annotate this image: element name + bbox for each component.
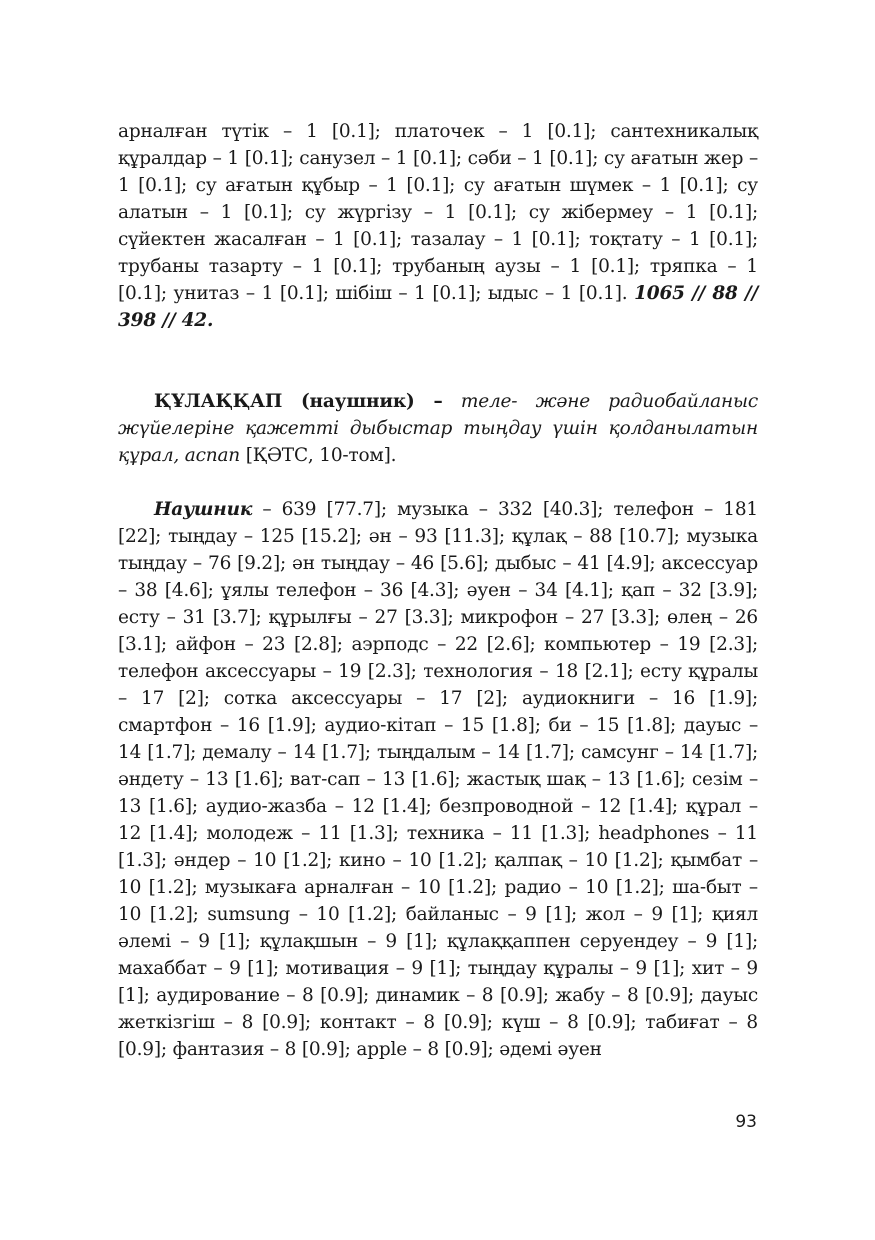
entry-statistics: 1065 // 88 // 398 // 42. bbox=[118, 283, 759, 331]
entry-definition: теле- және радиобайланыс жүйелеріне қажетті дыбыстар тыңдау үшін қолданылатын құрал, аспап bbox=[118, 391, 758, 466]
dictionary-entry bbox=[118, 388, 758, 469]
paragraph-spacer bbox=[118, 469, 758, 496]
stimulus-word: Наушник bbox=[154, 499, 253, 520]
continuation-paragraph bbox=[118, 118, 758, 334]
section-spacer bbox=[118, 334, 758, 388]
associations-list: – 639 [77.7]; музыка – 332 [40.3]; телефон – 181 [22]; тыңдау – 125 [15.2]; ән – 93 [11.3]; құлақ – 88 [10.7]; музыка тыңдау – 76 [9.2]; ән тыңдау – 46 [5.6]; дыбыс – 41 [4.9]; аксессуар – 38 [4.6]; ұялы телефон – 36 [4.3]; әуен – 34 [4.1]; қап – 32 [3.9]; есту – 31 [3.7]; құрылғы – 27 [3.3]; микрофон – 27 [3.3]; өлең – 26 [3.1]; айфон – 23 [2.8]; аэрподс – 22 [2.6]; компьютер – 19 [2.3]; телефон аксессуары – 19 [2.3]; технология – 18 [2.1]; есту құралы – 17 [2]; сотка аксессуары – 17 [2]; аудиокниги – 16 [1.9]; смартфон – 16 [1.9]; аудио-кітап – 15 [1.8]; би – 15 [1.8]; дауыс – 14 [1.7]; демалу – 14 [1.7]; тыңдалым – 14 [1.7]; самсунг – 14 [1.7]; әндету – 13 [1.6]; ват-сап – 13 [1.6]; жастық шақ – 13 [1.6]; сезім – 13 [1.6]; аудио-жазба – 12 [1.4]; безпроводной – 12 [1.4]; құрал – 12 [1.4]; молодеж – 11 [1.3]; техника – 11 [1.3]; headphones – 11 [1.3]; әндер – 10 [1.2]; кино – 10 [1.2]; қалпақ – 10 [1.2]; қымбат – 10 [1.2]; музыкаға арналған – 10 [1.2]; радио – 10 [1.2]; ша-быт – 10 [1.2]; sumsung – 10 [1.2]; байланыс – 9 [1]; жол – 9 [1]; қиял әлемі – 9 [1]; құлақшын – 9 [1]; құлаққаппен серуендеу – 9 [1]; махаббат – 9 [1]; мотивация – 9 [1]; тыңдау құралы – 9 [1]; хит – 9 [1]; аудирование – 8 [0.9]; динамик – 8 [0.9]; жабу – 8 [0.9]; дауыс жеткізгіш – 8 [0.9]; контакт – 8 [0.9]; күш – 8 [0.9]; табиғат – 8 [0.9]; фантазия – 8 [0.9]; apple – 8 [0.9]; әдемі әуен bbox=[118, 499, 758, 1060]
entry-source: [ҚӘТС, 10-том]. bbox=[245, 445, 397, 466]
entry-headword: ҚҰЛАҚҚАП (наушник) – bbox=[154, 391, 443, 412]
page-body bbox=[118, 118, 758, 1063]
associations-paragraph bbox=[118, 496, 758, 1063]
page-number: 93 bbox=[735, 1112, 757, 1132]
continuation-text: арналған түтік – 1 [0.1]; платочек – 1 [0.1]; сантехникалық құралдар – 1 [0.1]; санузел – 1 [0.1]; сәби – 1 [0.1]; су ағатын жер – 1 [0.1]; су ағатын құбыр – 1 [0.1]; су ағатын шүмек – 1 [0.1]; су алатын – 1 [0.1]; су жүргізу – 1 [0.1]; су жібермеу – 1 [0.1]; сүйектен жасалған – 1 [0.1]; тазалау – 1 [0.1]; тоқтату – 1 [0.1]; трубаны тазарту – 1 [0.1]; трубаның аузы – 1 [0.1]; тряпка – 1 [0.1]; унитаз – 1 [0.1]; шібіш – 1 [0.1]; ыдыс – 1 [0.1]. bbox=[118, 121, 758, 304]
